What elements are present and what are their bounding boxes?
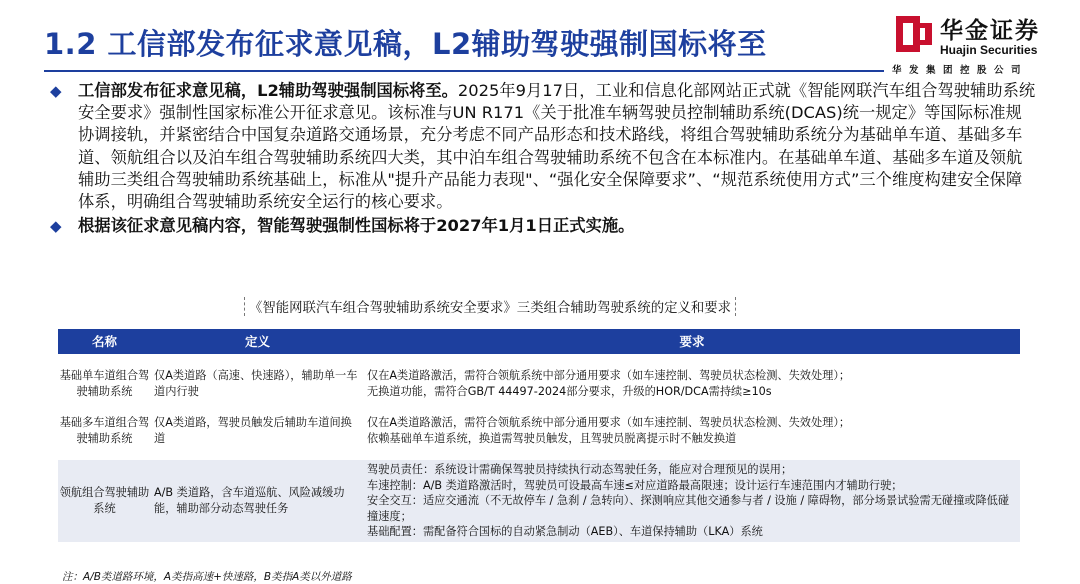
cell-requirements <box>364 366 1020 401</box>
table-row <box>58 460 1020 542</box>
requirements-table <box>58 329 1020 542</box>
requirement-line: 依赖基础单车道系统，换道需驾驶员触发，且驾驶员脱离提示时不触发换道 <box>367 431 737 445</box>
bullet-item <box>48 80 1038 213</box>
header-name: 名称 <box>58 329 151 354</box>
bullet-lead: 根据该征求意见稿内容，智能驾驶强制性国标将于2027年1月1日正式实施。 <box>78 216 635 236</box>
bullet-list <box>48 80 1038 237</box>
table-row <box>58 366 1020 401</box>
requirement-line: 车速控制：A/B 类道路激活时，驾驶员可设最高车速≤对应道路最高限速；设计运行车速范围内才辅助行驶； <box>367 478 903 492</box>
cell-name: 领航组合驾驶辅助系统 <box>58 460 151 542</box>
header-requirements: 要求 <box>364 329 1020 354</box>
bullet-item <box>48 215 1038 237</box>
table-footnote: 注：A/B类道路环境，A类指高速+快速路，B类指A类以外道路 <box>62 571 352 583</box>
cell-definition: 仅A类道路，驾驶员触发后辅助车道间换道 <box>154 416 352 445</box>
diamond-bullet-icon: ◆ <box>50 82 62 100</box>
cell-requirements <box>364 460 1020 542</box>
diamond-bullet-icon: ◆ <box>50 217 62 236</box>
bullet-text: 2025年9月17日，工业和信息化部网站正式就《智能网联汽车组合驾驶辅助系统安全要求》强制性国家标准公开征求意见。该标准与UN R171《关于批准车辆驾驶员控制辅助系统(DCAS)统一规定》等国际标准规协调接轨，并紧密结合中国复杂道路交通场景，充分考虑不同产品形态和技术路线，将组合驾驶辅助系统分为基础单车道、基础多车道、领航组合以及泊车组合驾驶辅助系统四大类，其中泊车组合驾驶辅助系统不包含在本标准内。在基础单车道、基础多车道及领航辅助三类组合驾驶辅助系统基础上，标准从"提升产品能力表现"、“强化安全保障要求”、“规范系统使用方式”三个维度构建安全保障体系，明确组合驾驶辅助系统安全运行的核心要求。 <box>78 81 1036 212</box>
bullet-lead: 工信部发布征求意见稿，L2辅助驾驶强制国标将至。 <box>78 81 458 100</box>
title-divider <box>44 70 884 72</box>
logo-english-name: Huajin Securities <box>940 43 1038 57</box>
requirement-line: 仅在A类道路激活，需符合领航系统中部分通用要求（如车速控制、驾驶员状态检测、失效处理）； <box>367 416 851 429</box>
requirement-line: 无换道功能，需符合GB/T 44497-2024部分要求，升级的HOR/DCA需持续≥10s <box>367 384 772 398</box>
cell-requirements <box>364 413 1020 448</box>
requirement-line: 仅在A类道路激活，需符合领航系统中部分通用要求（如车速控制、驾驶员状态检测、失效处理）； <box>367 369 851 382</box>
logo-tagline: 华发集团控股公司 <box>892 65 1029 76</box>
huajin-logo <box>890 10 1075 80</box>
requirement-line: 安全交互：适应交通流（不无故停车 / 急刹 / 急转向）、探测响应其他交通参与者 / 设施 / 障碍物，部分场景试验需无碰撞或降低碰撞速度； <box>367 494 1010 523</box>
cell-definition: 仅A类道路（高速、快速路），辅助单一车道内行驶 <box>154 369 358 398</box>
cell-name: 基础多车道组合驾驶辅助系统 <box>59 416 150 445</box>
huajin-logo-mark-icon <box>896 14 932 54</box>
cell-definition: A/B 类道路，含车道巡航、风险减缓功能，辅助部分动态驾驶任务 <box>151 460 364 542</box>
page-title: 1.2 工信部发布征求意见稿，L2辅助驾驶强制国标将至 <box>44 27 767 61</box>
table-header-row <box>58 329 1020 354</box>
logo-chinese-name: 华金证券 <box>940 18 1040 44</box>
cell-name: 基础单车道组合驾驶辅助系统 <box>59 369 150 398</box>
header-definition: 定义 <box>151 329 364 354</box>
requirement-line: 驾驶员责任：系统设计需确保驾驶员持续执行动态驾驶任务，能应对合理预见的误用； <box>367 463 793 476</box>
requirement-line: 基础配置：需配备符合国标的自动紧急制动（AEB）、车道保持辅助（LKA）系统 <box>367 525 763 538</box>
table-row <box>58 413 1020 448</box>
table-caption: 《智能网联汽车组合驾驶辅助系统安全要求》三类组合辅助驾驶系统的定义和要求 <box>244 297 736 316</box>
